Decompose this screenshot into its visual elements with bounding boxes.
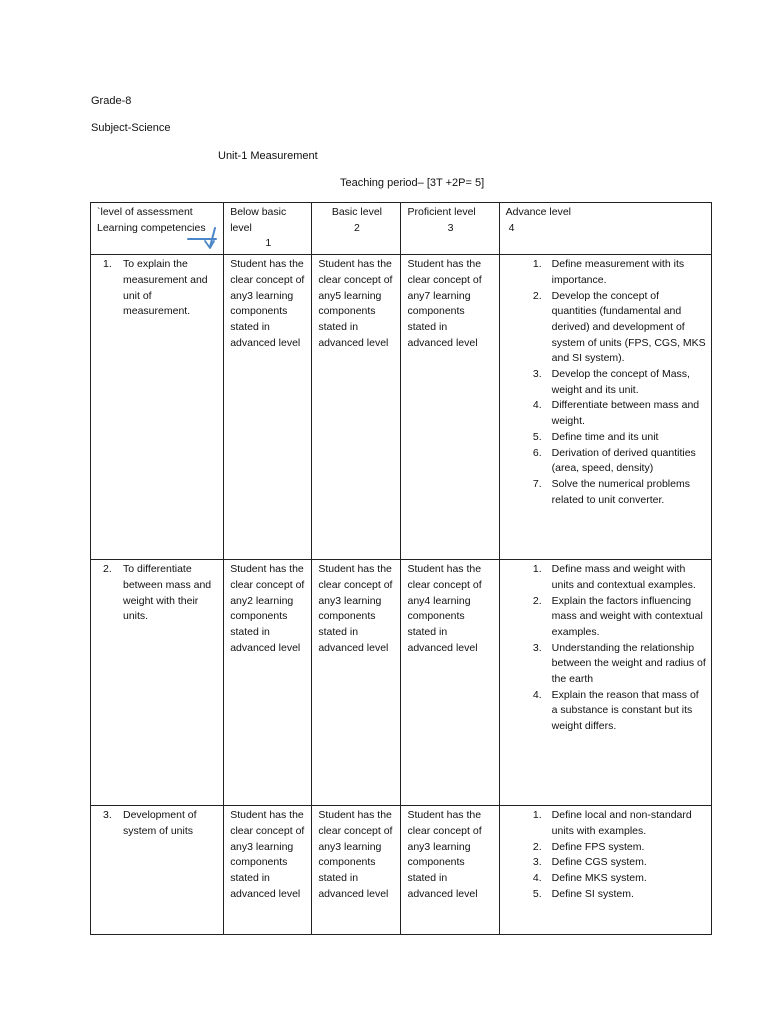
list-item: 5. Define time and its unit	[532, 430, 659, 443]
header-below-basic-line2: level	[230, 221, 252, 234]
competency-text: To explain the measurement and unit of measurement.	[123, 258, 208, 318]
list-item: 4. Differentiate between mass and weight.	[532, 399, 700, 428]
header-cell-below-basic	[224, 203, 312, 255]
header-basic-label: Basic level	[331, 206, 383, 218]
advanced-list	[506, 562, 706, 735]
table-row	[91, 560, 712, 806]
competency-cell	[91, 255, 224, 560]
proficient-cell: Student has the clear concept of any3 learning components stated in advanced level	[401, 806, 499, 935]
advanced-cell	[499, 806, 711, 935]
teaching-period: Teaching period– [3T +2P= 5]	[340, 177, 485, 189]
competency-cell	[91, 560, 224, 806]
header-below-basic-line1: Below basic	[230, 206, 287, 218]
row-number: 2.	[103, 563, 112, 576]
basic-cell: Student has the clear concept of any3 learning components stated in advanced level	[312, 806, 401, 935]
grade-label: Grade-8	[91, 95, 132, 107]
list-item: 2. Explain the factors influencing mass and weight with contextual examples.	[532, 594, 703, 638]
proficient-cell: Student has the clear concept of any4 learning components stated in advanced level	[401, 560, 499, 806]
header-cell-advanced	[499, 203, 711, 255]
competency-text: Development of system of units	[123, 809, 197, 837]
list-item: 2. Define FPS system.	[532, 840, 645, 853]
below-basic-cell: Student has the clear concept of any2 learning components stated in advanced level	[224, 560, 312, 806]
header-advanced-label: Advance level	[505, 206, 572, 218]
header-proficient-label: Proficient level	[407, 206, 476, 218]
header-advanced-number: 4	[508, 221, 515, 234]
proficient-cell: Student has the clear concept of any7 learning components stated in advanced level	[401, 255, 499, 560]
table-row	[91, 806, 712, 935]
assessment-rubric-table	[90, 202, 712, 935]
header-cell-competency	[91, 203, 224, 255]
list-item: 4. Define MKS system.	[532, 871, 647, 884]
below-basic-cell: Student has the clear concept of any3 learning components stated in advanced level	[224, 806, 312, 935]
list-item: 4. Explain the reason that mass of a substance is constant but its weight differs.	[532, 688, 699, 733]
list-item: 3. Develop the concept of Mass, weight and its unit.	[532, 368, 690, 396]
list-item: 1. Define measurement with its importance.	[532, 258, 685, 286]
advanced-list	[506, 808, 706, 902]
competency-cell	[91, 806, 224, 935]
list-item: 3. Understanding the relationship between the weight and radius of the earth	[532, 641, 706, 686]
table-row	[91, 255, 712, 560]
header-below-basic-number: 1	[265, 237, 272, 250]
header-learning-competencies: Learning competencies	[97, 221, 206, 234]
advanced-cell	[499, 560, 711, 806]
list-item: 5. Define SI system.	[532, 887, 634, 900]
subject-label: Subject-Science	[91, 122, 171, 134]
header-proficient-number: 3	[447, 221, 454, 234]
advanced-cell	[499, 255, 711, 560]
unit-title: Unit-1 Measurement	[218, 150, 318, 162]
header-cell-basic	[312, 203, 401, 255]
list-item: 7. Solve the numerical problems related to unit converter.	[532, 477, 690, 506]
header-assessment-level: `level of assessment	[97, 206, 193, 218]
basic-cell: Student has the clear concept of any5 learning components stated in advanced level	[312, 255, 401, 560]
table-header-row	[91, 203, 712, 255]
advanced-list	[506, 257, 706, 508]
list-item: 3. Define CGS system.	[532, 856, 647, 869]
list-item: 6. Derivation of derived quantities (area, speed, density)	[532, 446, 696, 475]
basic-cell: Student has the clear concept of any3 learning components stated in advanced level	[312, 560, 401, 806]
list-item: 1. Define mass and weight with units and contextual examples.	[532, 563, 696, 591]
row-number: 3.	[103, 809, 112, 822]
below-basic-cell: Student has the clear concept of any3 learning components stated in advanced level	[224, 255, 312, 560]
header-cell-proficient	[401, 203, 499, 255]
row-number: 1.	[103, 258, 112, 271]
list-item: 2. Develop the concept of quantities (fundamental and derived) and development of system of units (FPS, CGS, MKS and SI system).	[532, 289, 706, 365]
competency-text: To differentiate between mass and weight with their units.	[123, 563, 212, 623]
header-basic-number: 2	[353, 221, 360, 234]
list-item: 1. Define local and non-standard units with examples.	[532, 809, 692, 837]
